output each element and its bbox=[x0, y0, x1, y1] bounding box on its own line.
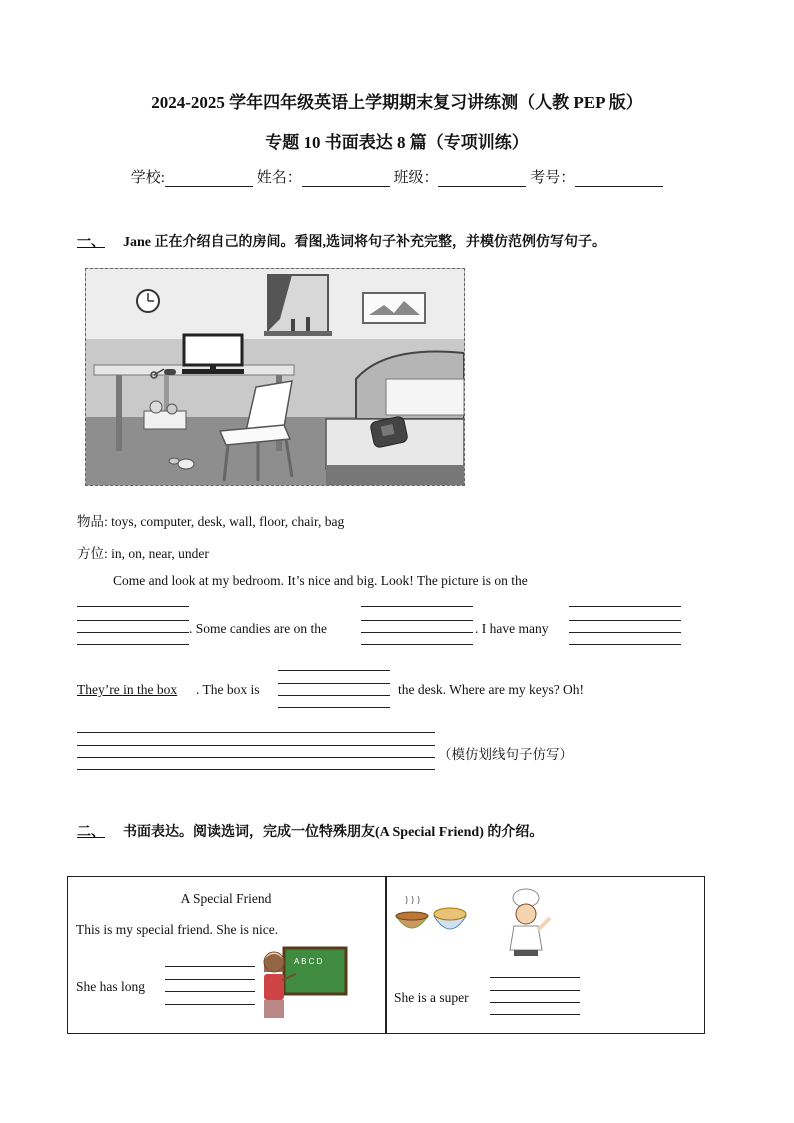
imitation-line-1[interactable] bbox=[77, 732, 435, 733]
teacher-blackboard-illustration bbox=[258, 946, 350, 1024]
imitation-line-4[interactable] bbox=[77, 769, 435, 770]
class-label: 班级： bbox=[393, 170, 439, 186]
window-icon bbox=[264, 275, 332, 336]
noodle-bowl-icon bbox=[434, 908, 466, 929]
school-field[interactable] bbox=[165, 172, 253, 187]
blackboard-text: A B C D bbox=[294, 957, 323, 966]
paragraph-line-3a: . The box is bbox=[196, 682, 260, 697]
food-illustration bbox=[394, 890, 474, 942]
positions-list: in, on, near, under bbox=[111, 546, 209, 561]
example-sentence: They’re in the box bbox=[77, 682, 178, 697]
section-1-number: 一、 bbox=[77, 235, 105, 250]
chef-blank-c[interactable] bbox=[490, 1002, 580, 1003]
imitation-line-3[interactable] bbox=[77, 757, 435, 758]
paragraph-line-2a: . Some candies are on the bbox=[189, 621, 327, 636]
friend-blank-c[interactable] bbox=[165, 991, 255, 992]
chef-blank-d[interactable] bbox=[490, 1014, 580, 1015]
page-subtitle: 专题 10 书面表达 8 篇（专项训练） bbox=[265, 133, 529, 152]
answer-blank-1a[interactable] bbox=[77, 606, 189, 607]
chef-illustration bbox=[500, 888, 556, 958]
answer-blank-3c[interactable] bbox=[569, 632, 681, 633]
answer-blank-4d[interactable] bbox=[278, 707, 390, 708]
section-1-instruction: Jane 正在介绍自己的房间。看图,选词将句子补充完整，并模仿范例仿写句子。 bbox=[123, 235, 606, 250]
answer-blank-3a[interactable] bbox=[569, 606, 681, 607]
chef-blank-a[interactable] bbox=[490, 977, 580, 978]
friend-blank-b[interactable] bbox=[165, 979, 255, 980]
name-field[interactable] bbox=[302, 172, 390, 187]
friend-blank-a[interactable] bbox=[165, 966, 255, 967]
paragraph-line-2b: . I have many bbox=[475, 621, 549, 636]
imitation-hint: （模仿划线句子仿写） bbox=[438, 747, 573, 762]
bedroom-illustration bbox=[86, 269, 464, 485]
chef-icon bbox=[510, 889, 550, 956]
paragraph-line-3b: the desk. Where are my keys? Oh! bbox=[398, 682, 585, 697]
section-2-heading bbox=[77, 821, 543, 841]
section-1-heading bbox=[77, 231, 606, 251]
section-2-instruction: 书面表达。阅读选词，完成一位特殊朋友(A Special Friend) 的介绍。 bbox=[123, 825, 544, 840]
imitation-line-2[interactable] bbox=[77, 745, 435, 746]
soup-bowl-icon bbox=[396, 896, 428, 928]
answer-blank-2b[interactable] bbox=[361, 620, 473, 621]
page-title: 2024-2025 学年四年级英语上学期期末复习讲练测（人教 PEP 版） bbox=[151, 93, 643, 112]
friend-card-title: A Special Friend bbox=[180, 891, 272, 906]
chef-line-1: She is a super bbox=[394, 990, 469, 1005]
answer-blank-2d[interactable] bbox=[361, 644, 473, 645]
school-label: 学校: bbox=[130, 170, 165, 186]
answer-blank-4a[interactable] bbox=[278, 670, 390, 671]
friend-line-1: This is my special friend. She is nice. bbox=[76, 922, 279, 937]
answer-blank-3d[interactable] bbox=[569, 644, 681, 645]
name-label: 姓名： bbox=[256, 170, 302, 186]
answer-blank-4b[interactable] bbox=[278, 683, 390, 684]
clock-icon bbox=[137, 290, 159, 312]
section-2-number: 二、 bbox=[77, 825, 105, 840]
answer-blank-2c[interactable] bbox=[361, 632, 473, 633]
friend-line-2: She has long bbox=[76, 979, 145, 994]
paragraph-line-1: Come and look at my bedroom. It’s nice and big. Look! The picture is on the bbox=[113, 573, 528, 588]
exam-no-field[interactable] bbox=[575, 172, 663, 187]
blackboard-icon bbox=[284, 948, 346, 994]
exam-no-label: 考号： bbox=[530, 170, 576, 186]
friend-blank-d[interactable] bbox=[165, 1004, 255, 1005]
answer-blank-1d[interactable] bbox=[77, 644, 189, 645]
wall-picture-icon bbox=[363, 293, 425, 323]
answer-blank-3b[interactable] bbox=[569, 620, 681, 621]
items-label: 物品: bbox=[77, 514, 108, 529]
positions-row bbox=[77, 542, 209, 562]
class-field[interactable] bbox=[438, 172, 526, 187]
positions-label: 方位: bbox=[77, 546, 108, 561]
answer-blank-1b[interactable] bbox=[77, 620, 189, 621]
answer-blank-1c[interactable] bbox=[77, 632, 189, 633]
answer-blank-4c[interactable] bbox=[278, 695, 390, 696]
student-info-row bbox=[0, 166, 794, 187]
items-row bbox=[77, 510, 344, 530]
answer-blank-2a[interactable] bbox=[361, 606, 473, 607]
items-list: toys, computer, desk, wall, floor, chair, bag bbox=[111, 514, 345, 529]
chef-blank-b[interactable] bbox=[490, 990, 580, 991]
bedroom-picture bbox=[85, 268, 465, 486]
